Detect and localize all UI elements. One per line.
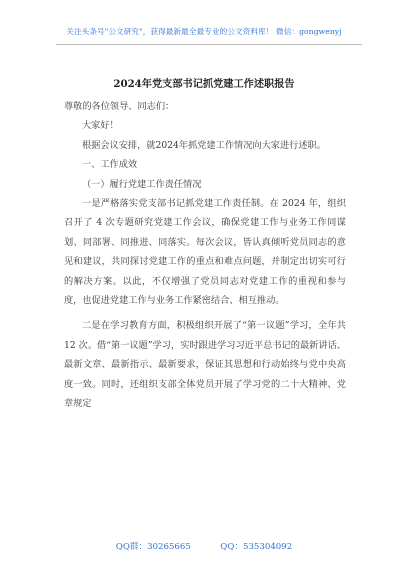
document-title: 2024年党支部书记抓党建工作述职报告 [113, 78, 295, 90]
header-banner: 关注头条号"公文研究"，获得最新最全最专业的公文资料库！ 微信：gongwenyj [66, 27, 342, 36]
section-heading: 一、工作成效 [82, 159, 138, 171]
body-paragraph-1: 一是严格落实党支部书记抓党建工作责任制。在 2024 年，组织召开了 4 次专题研究党建工作会议，确保党建工作与业务工作同谋划、同部署、同推进、同落实。每次会议，皆认真倾听党员同志的意见和建议，共同探讨党建工作的重点和难点问题，并制定出切实可行的解决方案。以此，不仅增强了党员同志对党建工作的重视和参与度，也促进党建工作与业务工作紧密结合、相互推动。 [64, 198, 346, 307]
footer-contact [0, 540, 408, 552]
intro-paragraph: 根据会议安排，就2024年抓党建工作情况向大家进行述职。 [82, 139, 326, 151]
header-divider [56, 44, 362, 45]
footer-qq: QQ：535304092 [220, 542, 293, 552]
subsection-heading: （一）履行党建工作责任情况 [82, 178, 202, 190]
footer-qq-group: QQ群：30265665 [115, 542, 191, 552]
body-paragraph-2: 二是在学习教育方面，积极组织开展了“第一议题”学习，全年共 12 次。借“第一议题”学习，实时跟进学习习近平总书记的最新讲话、最新文章、最新指示、最新要求，保证其思想和行动始终与党中央高度一致。同时，还组织支部全体党员开展了学习党的二十大精神、党章规定 [64, 320, 346, 410]
salutation: 尊敬的各位领导、同志们： [64, 101, 175, 112]
greeting: 大家好！ [82, 120, 119, 132]
document-body [64, 97, 346, 414]
